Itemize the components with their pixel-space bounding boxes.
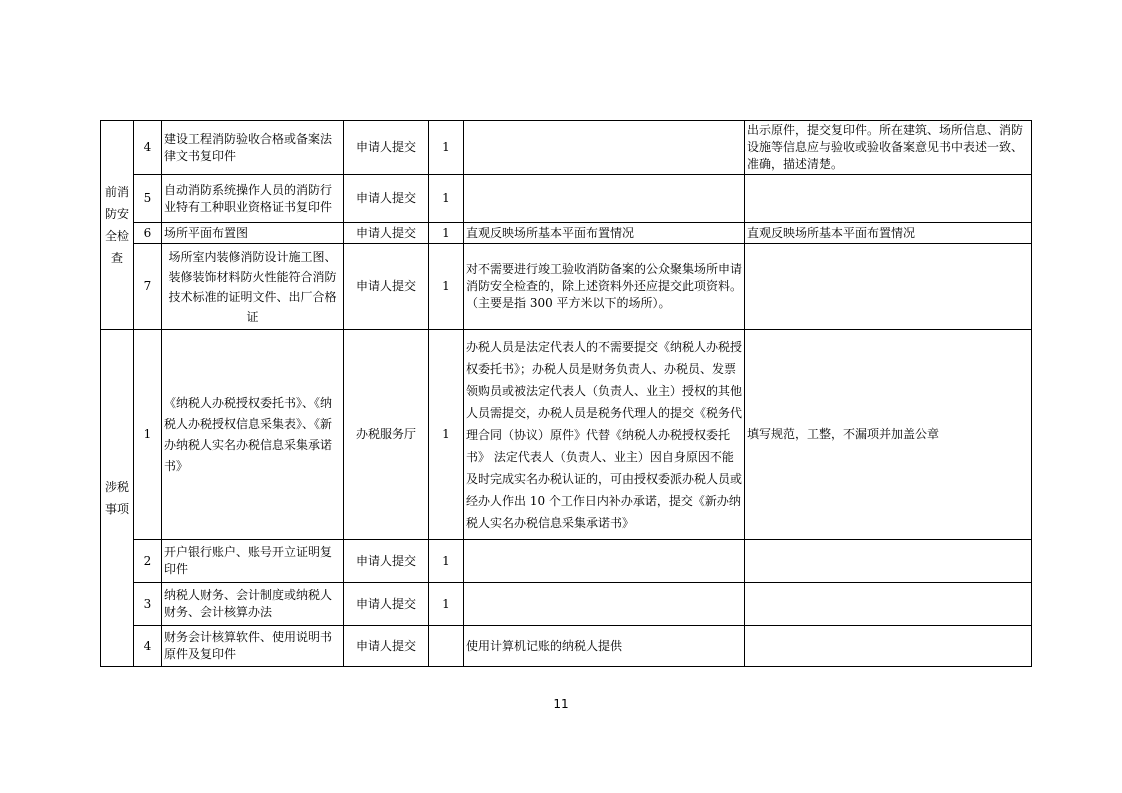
requirement: 填写规范，工整，不漏项并加盖公章 <box>745 330 1032 540</box>
copies: 1 <box>429 330 464 540</box>
copies: 1 <box>429 121 464 175</box>
requirement: 直观反映场所基本平面布置情况 <box>745 223 1032 244</box>
material-name: 场所平面布置图 <box>162 223 344 244</box>
copies: 1 <box>429 583 464 626</box>
page-number: 11 <box>553 697 569 711</box>
row-number: 6 <box>134 223 162 244</box>
row-number: 2 <box>134 540 162 583</box>
copies: 1 <box>429 223 464 244</box>
requirement <box>745 583 1032 626</box>
table-row <box>101 244 1032 330</box>
note: 使用计算机记账的纳税人提供 <box>464 626 745 667</box>
table-row <box>101 121 1032 175</box>
source: 申请人提交 <box>344 244 429 330</box>
material-name: 建设工程消防验收合格或备案法律文书复印件 <box>162 121 344 175</box>
source: 申请人提交 <box>344 583 429 626</box>
row-number: 3 <box>134 583 162 626</box>
material-name: 财务会计核算软件、使用说明书原件及复印件 <box>162 626 344 667</box>
category-cell: 前消防安全检查 <box>101 121 134 330</box>
source: 申请人提交 <box>344 626 429 667</box>
row-number: 7 <box>134 244 162 330</box>
table-row <box>101 330 1032 540</box>
material-name: 开户银行账户、账号开立证明复印件 <box>162 540 344 583</box>
source: 申请人提交 <box>344 175 429 223</box>
table-row <box>101 540 1032 583</box>
material-name: 《纳税人办税授权委托书》、《纳税人办税授权信息采集表》、《新办纳税人实名办税信息采集承诺书》 <box>162 330 344 540</box>
table-row <box>101 223 1032 244</box>
row-number: 5 <box>134 175 162 223</box>
note <box>464 175 745 223</box>
requirement <box>745 626 1032 667</box>
row-number: 1 <box>134 330 162 540</box>
table-row <box>101 583 1032 626</box>
note: 对不需要进行竣工验收消防备案的公众聚集场所申请消防安全检查的，除上述资料外还应提交此项资料。（主要是指 300 平方米以下的场所）。 <box>464 244 745 330</box>
row-number: 4 <box>134 626 162 667</box>
source: 申请人提交 <box>344 223 429 244</box>
copies: 1 <box>429 540 464 583</box>
requirement <box>745 540 1032 583</box>
note: 直观反映场所基本平面布置情况 <box>464 223 745 244</box>
source: 申请人提交 <box>344 540 429 583</box>
category-cell: 涉税事项 <box>101 330 134 667</box>
copies: 1 <box>429 175 464 223</box>
requirement <box>745 175 1032 223</box>
table-row <box>101 175 1032 223</box>
table-row <box>101 626 1032 667</box>
copies <box>429 626 464 667</box>
note <box>464 583 745 626</box>
note <box>464 540 745 583</box>
source: 办税服务厅 <box>344 330 429 540</box>
material-name: 场所室内装修消防设计施工图、装修装饰材料防火性能符合消防技术标准的证明文件、出厂合格证 <box>162 244 344 330</box>
materials-table <box>100 120 1032 667</box>
row-number: 4 <box>134 121 162 175</box>
copies: 1 <box>429 244 464 330</box>
requirement <box>745 244 1032 330</box>
note: 办税人员是法定代表人的不需要提交《纳税人办税授权委托书》；办税人员是财务负责人、办税员、发票领购员或被法定代表人（负责人、业主）授权的其他人员需提交，办税人员是税务代理人的提交《税务代理合同（协议）原件》代替《纳税人办税授权委托书》 法定代表人（负责人、业主）因自身原因不能及时完成实名办税认证的，可由授权委派办税人员或经办人作出 10 个工作日内补办承诺，提交《新办纳税人实名办税信息采集承诺书》 <box>464 330 745 540</box>
requirement: 出示原件，提交复印件。所在建筑、场所信息、消防设施等信息应与验收或验收备案意见书中表述一致、准确，描述清楚。 <box>745 121 1032 175</box>
material-name: 自动消防系统操作人员的消防行业特有工种职业资格证书复印件 <box>162 175 344 223</box>
material-name: 纳税人财务、会计制度或纳税人财务、会计核算办法 <box>162 583 344 626</box>
source: 申请人提交 <box>344 121 429 175</box>
note <box>464 121 745 175</box>
